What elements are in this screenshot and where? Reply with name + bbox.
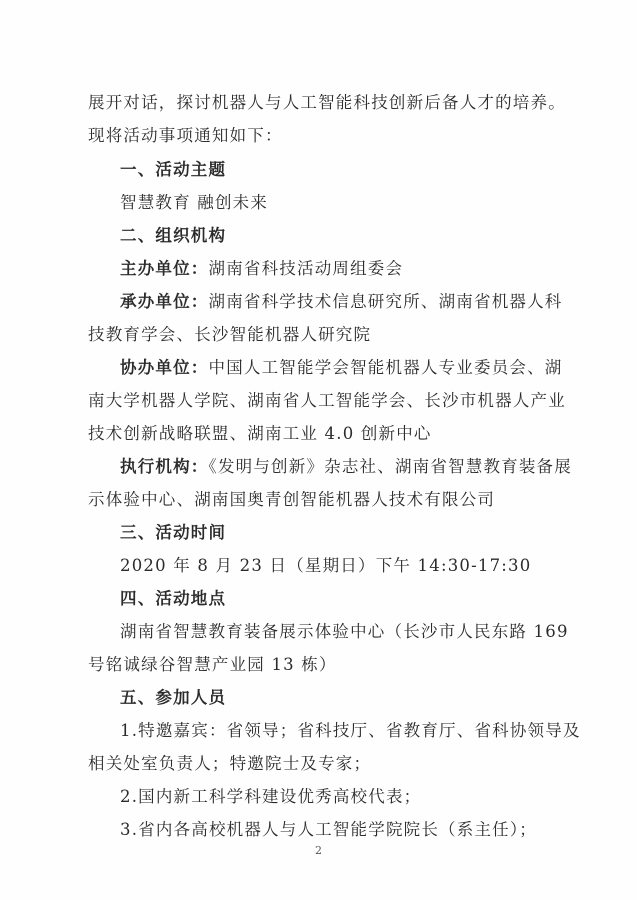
organizer-unit-line	[120, 291, 563, 313]
co-organizer-line	[120, 357, 563, 379]
participant-item-1-continued: 相关处室负责人；特邀院士及专家；	[88, 754, 372, 773]
section-heading-theme: 一、活动主题	[120, 160, 227, 179]
body-text-line: 技教育学会、长沙智能机器人研究院	[88, 325, 372, 344]
section-heading-time: 三、活动时间	[120, 523, 227, 542]
body-text-line: 示体验中心、湖南国奥青创智能机器人技术有限公司	[88, 490, 496, 509]
organizer-unit-value: 湖南省科学技术信息研究所、湖南省机器人科	[208, 292, 563, 311]
executing-agency-label: 执行机构：	[120, 457, 209, 476]
body-text-line: 现将活动事项通知如下：	[88, 126, 283, 145]
body-text-line: 技术创新战略联盟、湖南工业 4.0 创新中心	[88, 424, 432, 443]
section-heading-participants: 五、参加人员	[120, 688, 227, 707]
section-heading-organization: 二、组织机构	[120, 226, 227, 245]
participant-item-2: 2.国内新工科学科建设优秀高校代表；	[120, 787, 422, 806]
executing-agency-line	[120, 456, 572, 478]
page-number: 2	[315, 844, 322, 857]
location-text-continued: 号铭诚绿谷智慧产业园 13 栋）	[88, 655, 337, 674]
co-organizer-label: 协办单位：	[120, 358, 209, 377]
theme-text: 智慧教育 融创未来	[120, 193, 269, 212]
host-unit-line	[120, 258, 558, 280]
body-text-line: 南大学机器人学院、湖南省人工智能学会、长沙市机器人产业	[88, 391, 566, 410]
organizer-unit-label: 承办单位：	[120, 292, 209, 311]
section-heading-location: 四、活动地点	[120, 589, 227, 608]
host-unit-label: 主办单位：	[120, 259, 209, 278]
participant-item-3: 3.省内各高校机器人与人工智能学院院长（系主任）；	[120, 820, 537, 839]
participant-item-1: 1.特邀嘉宾：省领导；省科技厅、省教育厅、省科协领导及	[120, 721, 581, 740]
co-organizer-value: 中国人工智能学会智能机器人专业委员会、湖	[208, 358, 563, 377]
executing-agency-value: 《发明与创新》杂志社、湖南省智慧教育装备展	[208, 457, 572, 476]
location-text: 湖南省智慧教育装备展示体验中心（长沙市人民东路 169	[120, 622, 569, 641]
host-unit-value: 湖南省科技活动周组委会	[208, 259, 404, 278]
body-text-line: 展开对话，探讨机器人与人工智能科技创新后备人才的培养。	[88, 93, 566, 112]
event-time-text: 2020 年 8 月 23 日（星期日）下午 14:30-17:30	[120, 556, 532, 575]
